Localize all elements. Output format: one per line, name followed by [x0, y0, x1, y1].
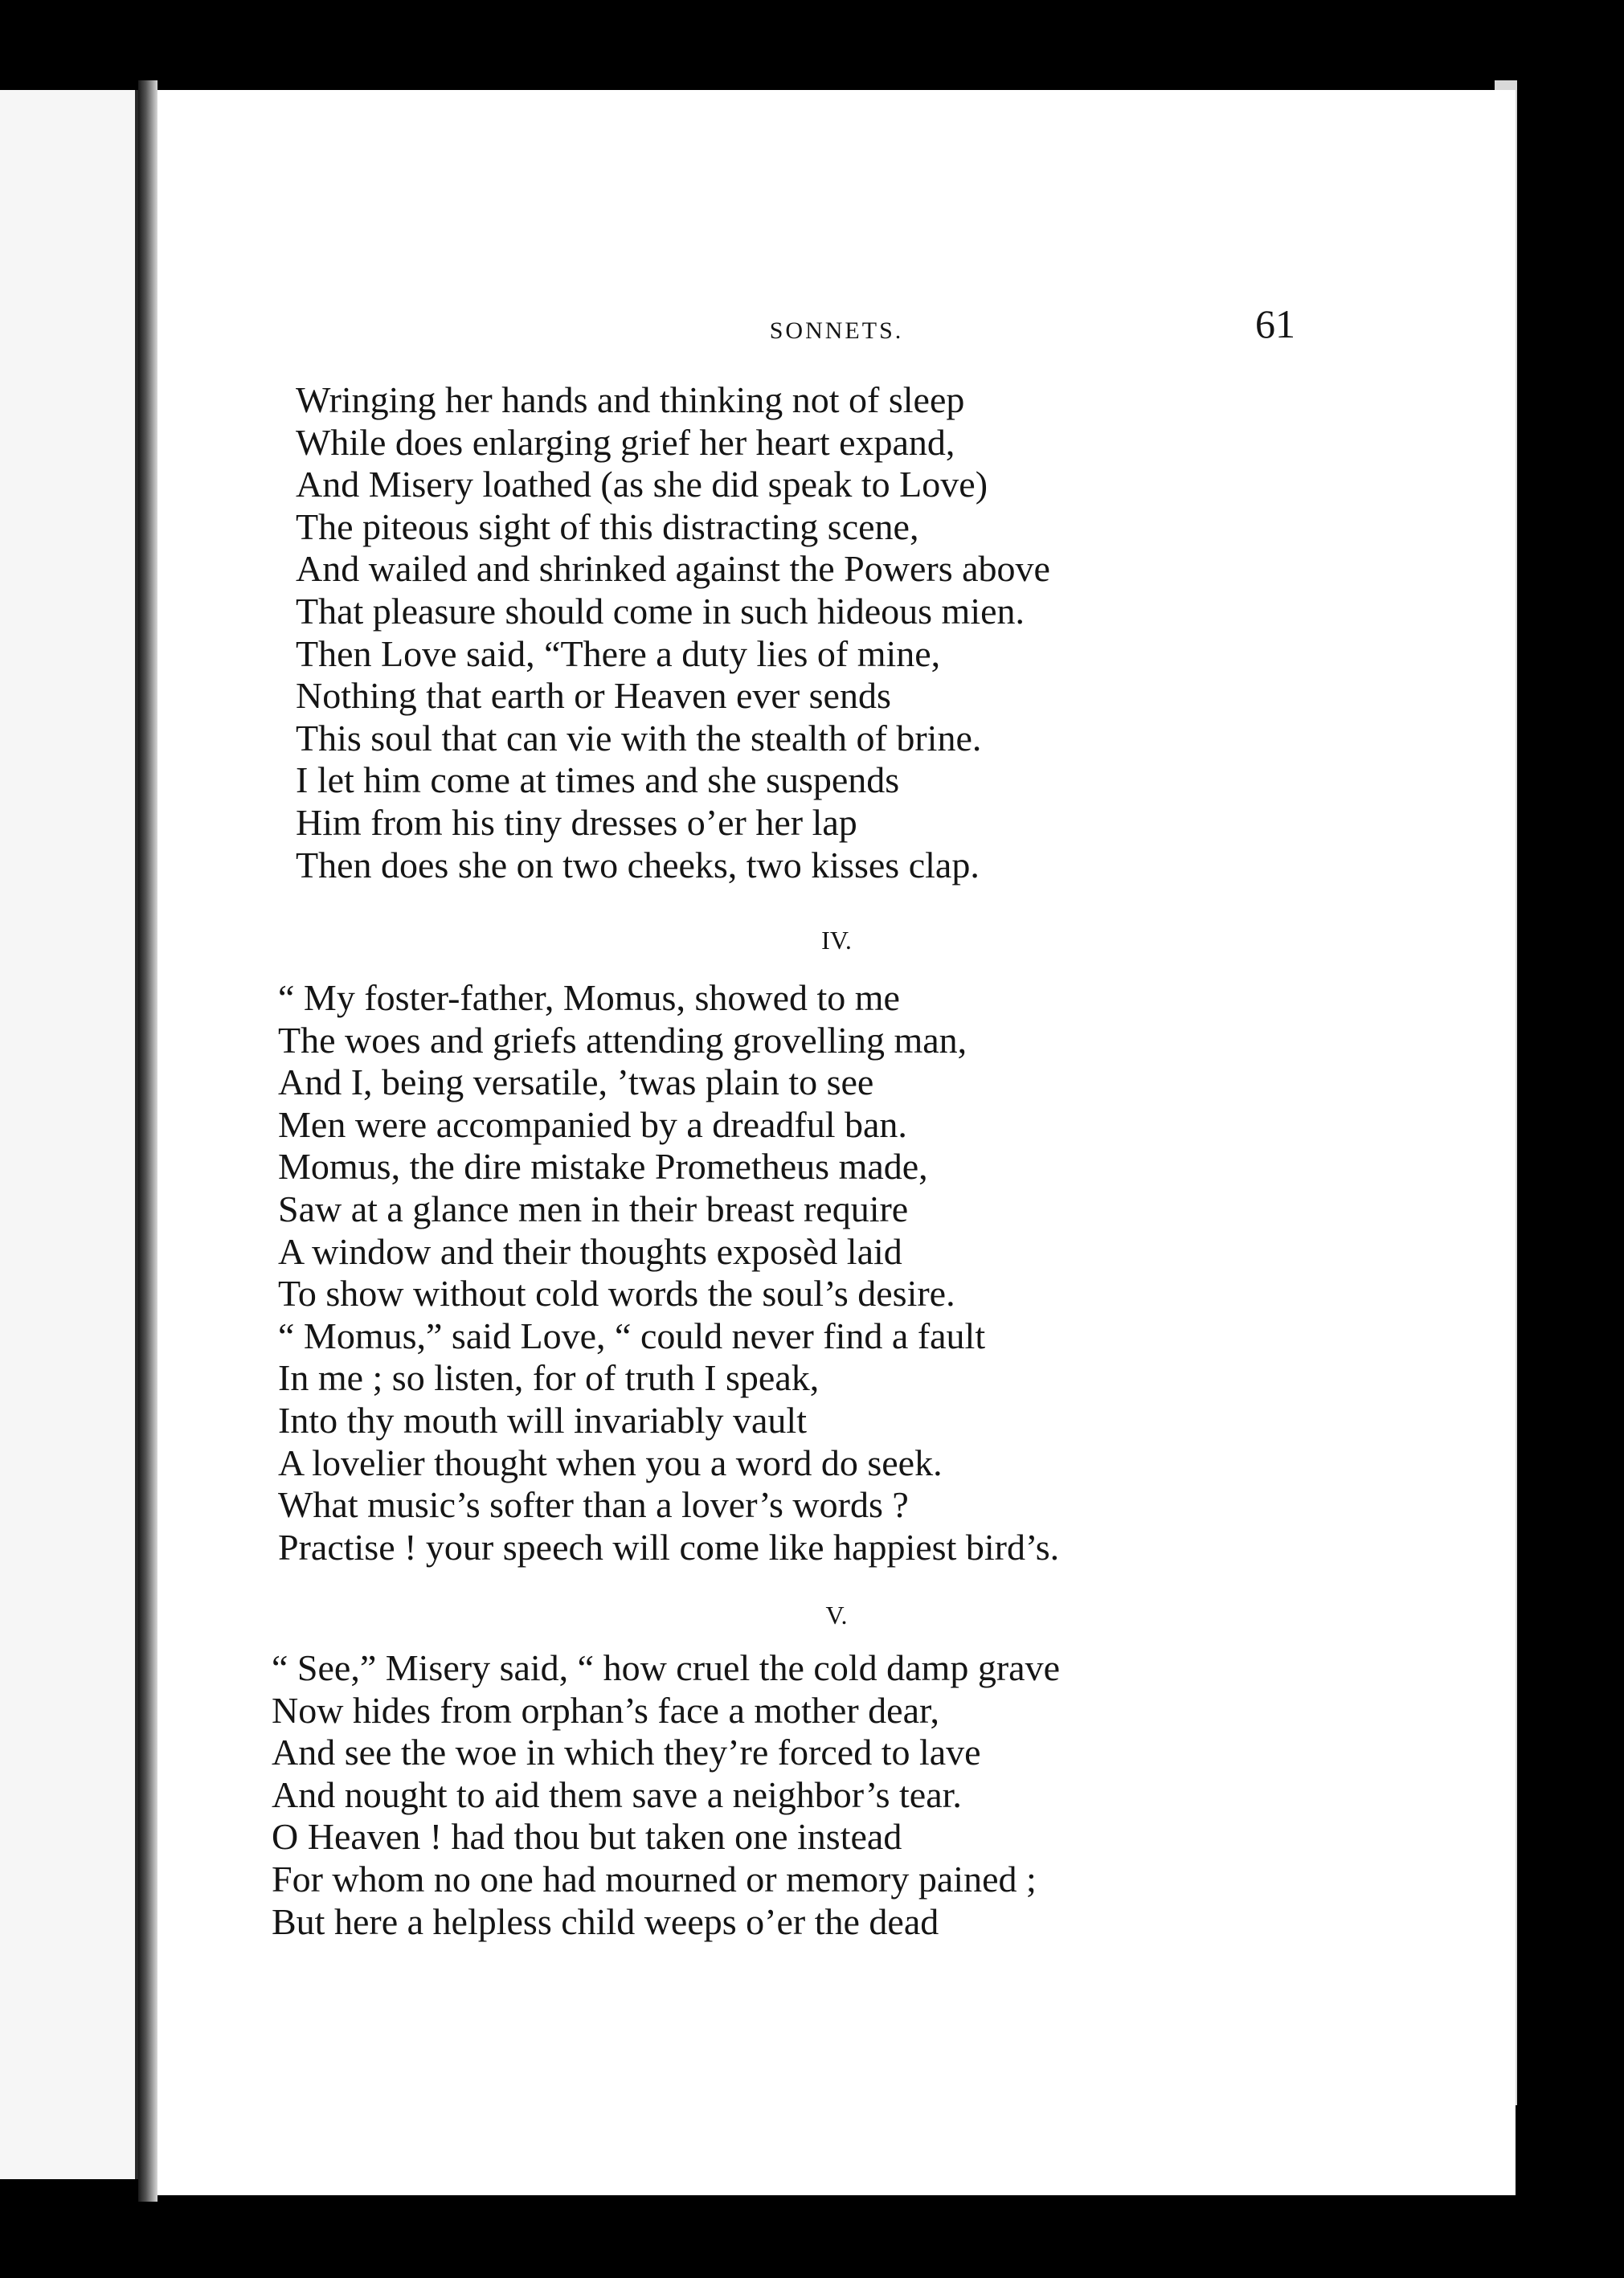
verse-line: Wringing her hands and thinking not of sleep	[296, 379, 965, 420]
verse-line: A window and their thoughts exposèd laid	[278, 1230, 902, 1272]
sonnet-iv	[278, 977, 1059, 1568]
verse-line: “ My foster-father, Momus, showed to me	[278, 977, 900, 1018]
verse-line: Then does she on two cheeks, two kisses clap.	[296, 844, 980, 885]
verse-line: And see the woe in which they’re forced to lave	[272, 1732, 981, 1773]
verse-line: Into thy mouth will invariably vault	[278, 1399, 807, 1441]
verse-line: Now hides from orphan’s face a mother dear,	[272, 1689, 939, 1731]
facing-page-edge	[0, 90, 143, 2179]
verse-line: Nothing that earth or Heaven ever sends	[296, 675, 891, 717]
verse-line: And nought to aid them save a neighbor’s tear.	[272, 1773, 962, 1815]
sonnet-v-numeral: V.	[825, 1601, 848, 1630]
book-gutter	[138, 80, 157, 2202]
verse-line: O Heaven ! had thou but taken one instead	[272, 1816, 902, 1858]
verse-line: A lovelier thought when you a word do seek.	[278, 1442, 943, 1483]
verse-line: But here a helpless child weeps o’er the dead	[272, 1900, 939, 1942]
verse-line: To show without cold words the soul’s desire.	[278, 1273, 955, 1315]
sonnet-v	[272, 1647, 1060, 1943]
verse-line: “ Momus,” said Love, “ could never find a fault	[278, 1315, 986, 1356]
verse-line: “ See,” Misery said, “ how cruel the cold damp grave	[272, 1647, 1060, 1688]
page-number: 61	[1255, 301, 1295, 346]
verse-line: Practise ! your speech will come like happiest bird’s.	[278, 1526, 1060, 1568]
verse-line: The piteous sight of this distracting scene,	[296, 505, 919, 547]
verse-line: Momus, the dire mistake Prometheus made,	[278, 1146, 928, 1188]
sonnet-iv-numeral: IV.	[821, 926, 852, 955]
verse-line: Saw at a glance men in their breast require	[278, 1188, 909, 1229]
verse-line: The woes and griefs attending grovelling man,	[278, 1019, 967, 1061]
verse-line: Men were accompanied by a dreadful ban.	[278, 1103, 907, 1145]
verse-line: I let him come at times and she suspends	[296, 759, 900, 801]
verse-line: And Misery loathed (as she did speak to Love)	[296, 464, 988, 505]
verse-line: This soul that can vie with the stealth of brine.	[296, 717, 982, 759]
verse-line: And I, being versatile, ’twas plain to see	[278, 1061, 874, 1103]
verse-line: For whom no one had mourned or memory pained ;	[272, 1858, 1037, 1900]
verse-line: Then Love said, “There a duty lies of mine,	[296, 632, 941, 674]
verse-line: Him from his tiny dresses o’er her lap	[296, 801, 857, 843]
verse-line: In me ; so listen, for of truth I speak,	[278, 1357, 820, 1399]
book-page	[157, 90, 1516, 2195]
stanza-continued	[296, 379, 1050, 886]
verse-line: That pleasure should come in such hideous mien.	[296, 590, 1025, 632]
running-title: SONNETS.	[769, 317, 904, 344]
verse-line: While does enlarging grief her heart expand,	[296, 421, 955, 463]
verse-line: And wailed and shrinked against the Powers above	[296, 548, 1050, 590]
verse-line: What music’s softer than a lover’s words ?	[278, 1484, 909, 1526]
